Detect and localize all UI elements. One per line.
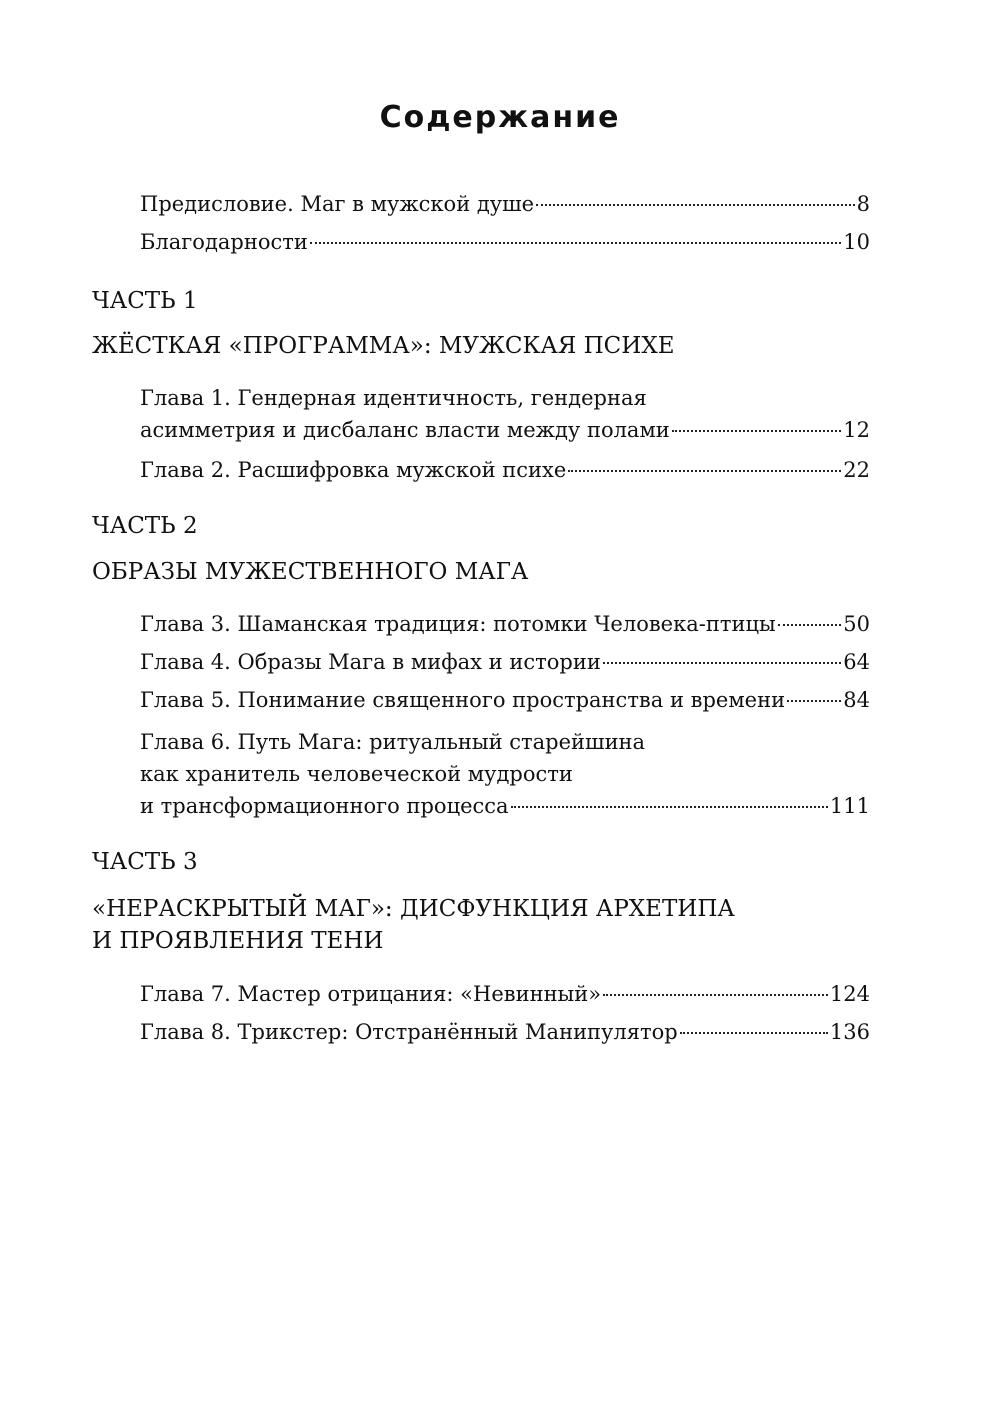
part-title-line: И ПРОЯВЛЕНИЯ ТЕНИ (92, 928, 384, 954)
entry-page: 64 (843, 650, 870, 674)
entry-page: 136 (829, 1020, 870, 1044)
toc-entry-chapter (140, 454, 870, 486)
leader-dots (787, 700, 841, 702)
leader-dots (603, 662, 841, 664)
entry-page: 8 (856, 192, 870, 216)
part-title-line: «НЕРАСКРЫТЫЙ МАГ»: ДИСФУНКЦИЯ АРХЕТИПА (92, 896, 735, 922)
leader-dots (511, 806, 828, 808)
leader-dots (603, 994, 828, 996)
entry-text: и трансформационного процесса (140, 794, 509, 818)
toc-entry-chapter (140, 608, 870, 640)
toc-entry-chapter (140, 726, 870, 822)
entry-text-line: как хранитель человеческой мудрости (140, 762, 573, 786)
entry-text-line: Глава 1. Гендерная идентичность, гендерная (140, 386, 647, 410)
entry-page: 50 (843, 612, 870, 636)
entry-page: 124 (829, 982, 870, 1006)
page-title: Содержание (379, 100, 621, 135)
entry-text: Благодарности (140, 230, 308, 254)
entry-page: 12 (843, 418, 870, 442)
entry-text: Глава 2. Расшифровка мужской психе (140, 458, 567, 482)
toc-entry-chapter (140, 382, 870, 446)
entry-text: Глава 4. Образы Мага в мифах и истории (140, 650, 601, 674)
entry-text: Предисловие. Маг в мужской душе (140, 192, 535, 216)
toc-entry-chapter (140, 978, 870, 1010)
toc-entry-chapter (140, 1016, 870, 1048)
toc-entry-acknowledgements (140, 226, 870, 258)
part-label: ЧАСТЬ 1 (92, 288, 198, 314)
part-title (92, 556, 912, 588)
entry-text: Глава 8. Трикстер: Отстранённый Манипулятор (140, 1020, 678, 1044)
entry-text-line: Глава 6. Путь Мага: ритуальный старейшина (140, 730, 646, 754)
part-title-line: ОБРАЗЫ МУЖЕСТВЕННОГО МАГА (92, 559, 529, 585)
entry-page: 10 (843, 230, 870, 254)
leader-dots (568, 470, 841, 472)
entry-text: асимметрия и дисбаланс власти между полами (140, 418, 670, 442)
part-title-line: ЖЁСТКАЯ «ПРОГРАММА»: МУЖСКАЯ ПСИХЕ (92, 333, 675, 359)
leader-dots (778, 624, 842, 626)
entry-text: Глава 3. Шаманская традиция: потомки Человека-птицы (140, 612, 776, 636)
leader-dots (680, 1032, 828, 1034)
entry-page: 22 (843, 458, 870, 482)
entry-text: Глава 7. Мастер отрицания: «Невинный» (140, 982, 602, 1006)
entry-page: 111 (829, 794, 870, 818)
entry-text: Глава 5. Понимание священного пространства и времени (140, 688, 786, 712)
entry-page: 84 (843, 688, 870, 712)
part-title (92, 893, 912, 957)
toc-entry-preface (140, 188, 870, 220)
leader-dots (536, 204, 855, 206)
leader-dots (672, 430, 841, 432)
part-title (92, 330, 912, 362)
part-label: ЧАСТЬ 3 (92, 849, 198, 875)
part-label: ЧАСТЬ 2 (92, 513, 198, 539)
leader-dots (310, 242, 841, 244)
toc-entry-chapter (140, 684, 870, 716)
toc-entry-chapter (140, 646, 870, 678)
